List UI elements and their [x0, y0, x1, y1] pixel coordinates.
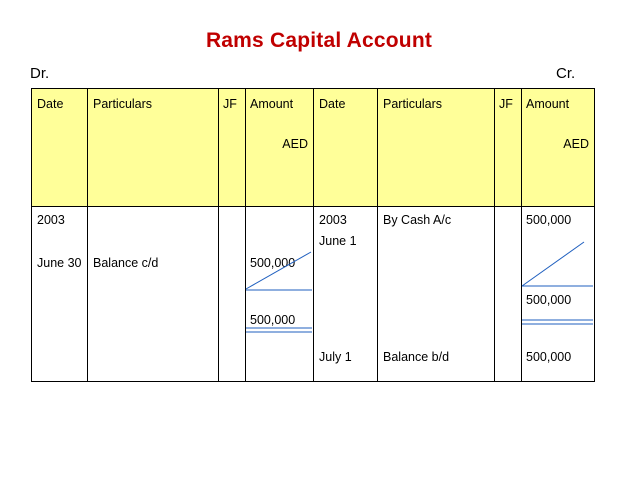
debit-total: 500,000	[250, 313, 296, 327]
header-jf-right: JF	[495, 89, 522, 207]
credit-jf-cell	[495, 207, 522, 382]
credit-amount: 500,000	[526, 213, 572, 227]
credit-particulars-cell	[378, 207, 495, 382]
header-jf-left: JF	[219, 89, 246, 207]
credit-amount-cell	[522, 207, 595, 382]
debit-particulars: Balance c/d	[93, 256, 159, 270]
debit-date: June 30	[37, 256, 82, 270]
header-amount-left: Amount AED	[246, 89, 314, 207]
debit-label: Dr.	[30, 65, 50, 82]
credit-particulars: By Cash A/c	[383, 213, 452, 227]
ledger-table	[31, 88, 595, 382]
header-row	[32, 89, 595, 207]
header-amount-right: Amount AED	[522, 89, 595, 207]
header-date-right: Date	[314, 89, 378, 207]
credit-label: Cr.	[556, 65, 576, 82]
debit-year: 2003	[37, 213, 65, 227]
credit-next-amount: 500,000	[526, 350, 572, 364]
credit-date-cell	[314, 207, 378, 382]
page-title: Rams Capital Account	[205, 29, 433, 52]
credit-next-date: July 1	[319, 350, 352, 364]
header-particulars-right: Particulars	[378, 89, 495, 207]
header-particulars-left: Particulars	[88, 89, 219, 207]
debit-jf-cell	[219, 207, 246, 382]
debit-amount: 500,000	[250, 256, 296, 270]
debit-particulars-cell	[88, 207, 219, 382]
entry-row	[32, 207, 595, 382]
credit-date: June 1	[319, 234, 357, 248]
credit-next-particulars: Balance b/d	[383, 350, 450, 364]
credit-total: 500,000	[526, 293, 572, 307]
header-date-left: Date	[32, 89, 88, 207]
debit-date-cell	[32, 207, 88, 382]
debit-amount-cell	[246, 207, 314, 382]
credit-year: 2003	[319, 213, 347, 227]
